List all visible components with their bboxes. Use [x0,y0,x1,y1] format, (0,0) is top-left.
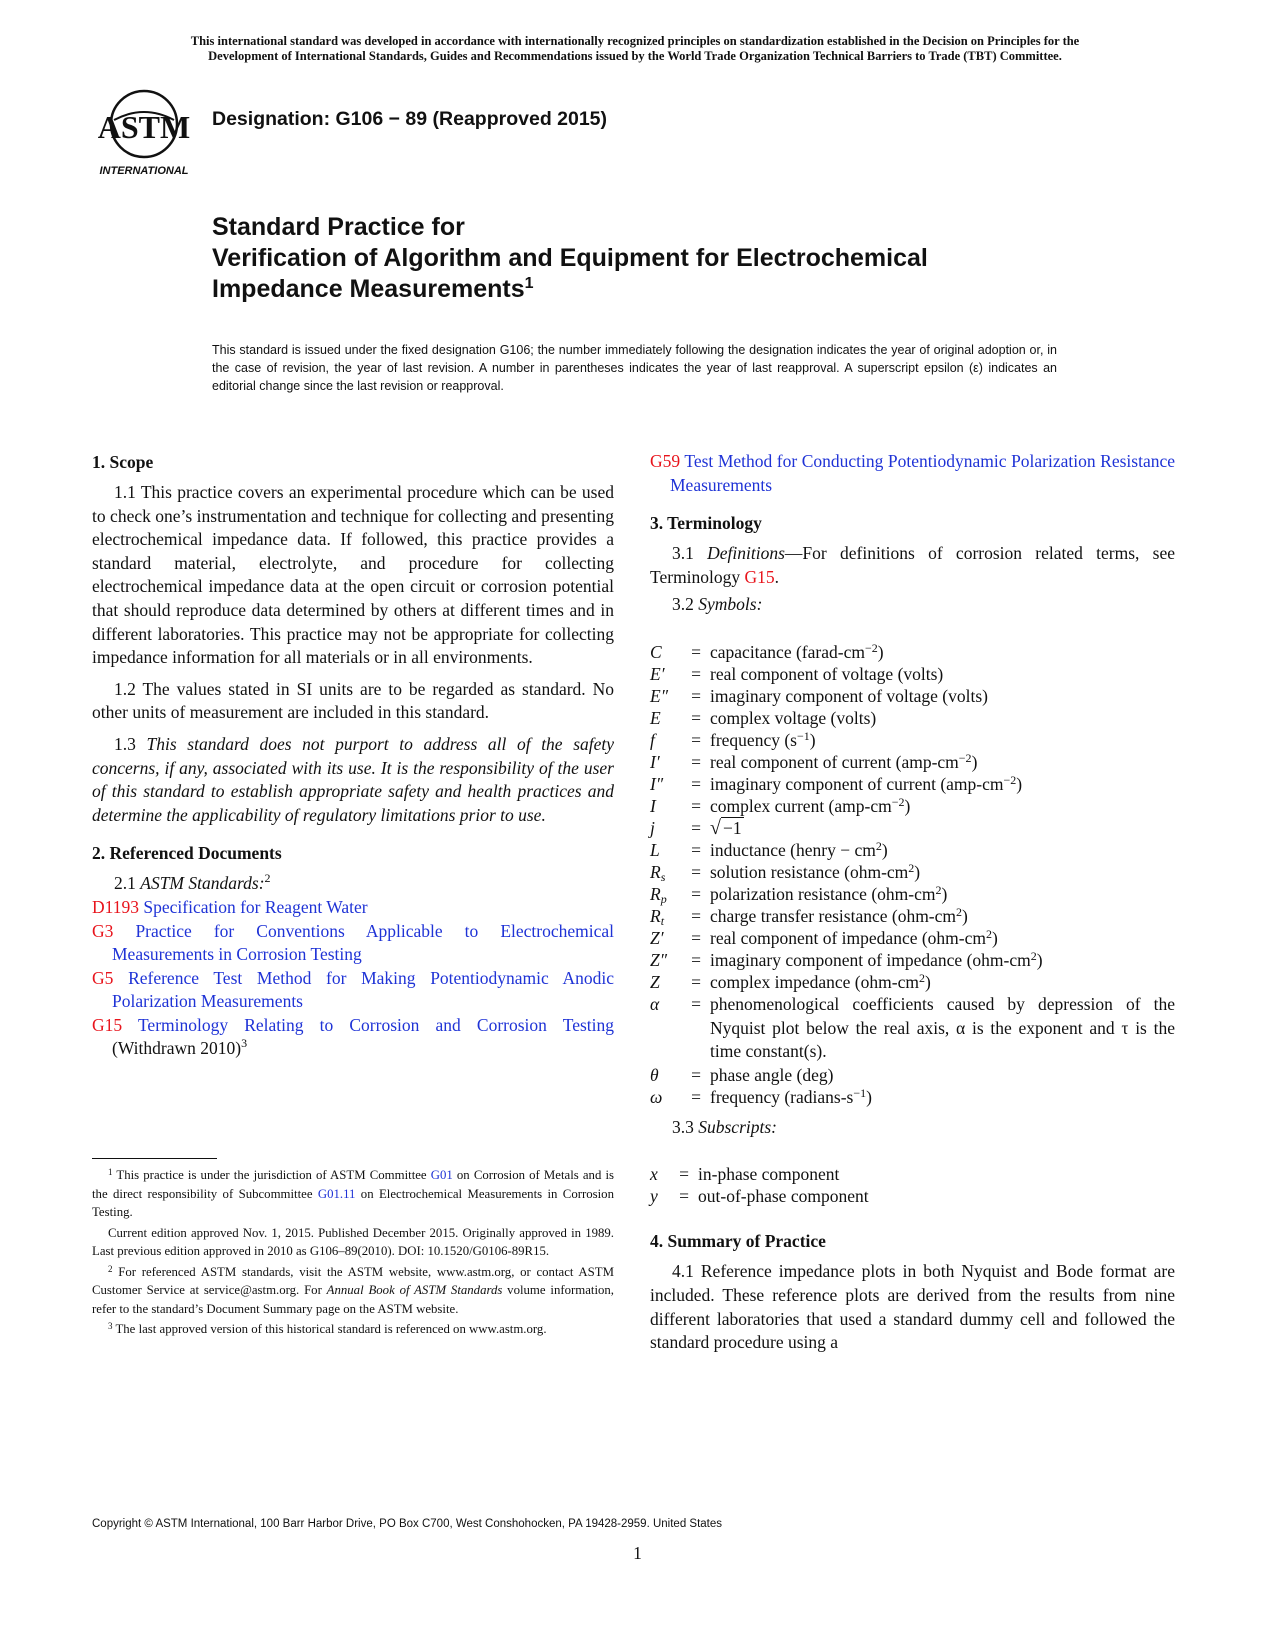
footnote-1 [92,1166,614,1222]
symbol: L [650,839,660,860]
reference-g15-withdrawn: (Withdrawn 2010) [112,1038,242,1059]
subscript-definition: out-of-phase component [698,1186,869,1207]
footnote-1-edition: Current edition approved Nov. 1, 2015. Published December 2015. Originally approved in 1989. Last previous edition approved in 2010 as G106–89(2010). DOI: 10.1520/G0106-89R15. [92,1225,614,1258]
definition-tail: ) [866,1086,872,1107]
symbol [650,883,682,905]
reference-g59-title[interactable]: Test Method for Conducting Potentiodynamic Polarization Resistance Measurements [670,451,1175,495]
symbol-definition [710,971,1175,993]
subscript-row [650,1185,1163,1207]
definition-tail: ) [904,795,911,816]
definition-tail: ) [1036,949,1043,970]
paragraph-2-1 [92,872,614,896]
symbol: Z [650,971,660,992]
symbol: C [650,641,662,662]
equals: = [691,817,701,838]
exponent: −2 [891,794,905,809]
definition-text: charge transfer resistance (ohm-cm [710,905,957,926]
paragraph-3-1-label: Definitions [707,543,785,564]
reference-g5-title[interactable]: Reference Test Method for Making Potentiodynamic Anodic Polarization Measurements [112,967,615,1012]
footnote-3-mark: 3 [108,1321,113,1331]
definition-tail: ) [941,883,948,904]
paragraph-4-1: 4.1 Reference impedance plots in both Nyquist and Bode format are included. These reference plots are derived from the results from nine different laboratories that used a standard dummy cell and followed the standard procedure using a [650,1261,1175,1353]
subscript-row [650,1163,1163,1185]
symbol: E′ [650,663,665,684]
subscript-symbol: x [650,1164,658,1185]
symbol-subscript: p [660,891,667,906]
sqrt-argument: −1 [722,817,742,838]
footnote-1-link-g01[interactable]: G01 [430,1168,453,1182]
definition-tail: ) [914,861,921,882]
footnotes [92,1166,614,1341]
exponent: 2 [1030,948,1037,963]
reference-g15-mark: 3 [241,1036,248,1051]
section-terminology-heading: 3. Terminology [650,513,762,534]
symbol: E″ [650,685,668,706]
subscript-symbol: y [650,1186,658,1207]
title-footnote-mark: 1 [524,275,534,292]
symbol-row [650,773,1175,795]
page-number: 1 [633,1543,642,1563]
definition-text: capacitance (farad-cm [710,641,865,662]
sqrt-sign: √ [710,816,721,839]
section-summary-heading: 4. Summary of Practice [650,1231,826,1252]
footnote-2 [92,1263,614,1319]
title-line3 [212,274,928,305]
exponent: 2 [935,882,942,897]
definition-text: solution resistance (ohm-cm [710,861,909,882]
symbol-subscript: s [660,869,666,884]
equals: = [691,993,701,1014]
paragraph-3-1-link-g15[interactable]: G15 [744,566,775,587]
paragraph-3-1-number: 3.1 [672,543,694,564]
symbol [650,905,682,927]
issued-note: This standard is issued under the fixed designation G106; the number immediately following the designation indicates the year of original adoption or, in the case of revision, the year of last revision. A number in parentheses indicates the year of last reapproval. A superscript epsilon (ε) indicates an editorial change since the last revision or reapproval. [212,343,1057,393]
symbol-definition: phenomenological coefficients caused by depression of the Nyquist plot below the real axis, α is the exponent and τ is the time constant(s). [710,993,1175,1062]
symbol-definition [710,773,1175,795]
copyright: Copyright © ASTM International, 100 Barr Harbor Drive, PO Box C700, West Conshohocken, PA 19428-2959. United States [92,1518,723,1530]
exponent: 2 [956,904,963,919]
definition-tail: ) [881,839,888,860]
symbol-row [650,663,1175,685]
symbol-row [650,949,1175,971]
symbol-definition [710,641,1175,663]
reference-d1193[interactable] [92,896,614,920]
footnote-2-text-a: For referenced ASTM standards, visit the ASTM website, www.astm.org, or contact ASTM Customer Service at service@astm.org. For [92,1264,614,1297]
footnote-1-text-b: on Corrosion of Metals and is the direct responsibility of Subcommittee [92,1168,615,1201]
equals: = [691,905,701,926]
exponent: 2 [986,926,993,941]
equals: = [691,1064,701,1085]
reference-d1193-title[interactable]: Specification for Reagent Water [143,896,368,917]
symbol-definition [710,729,1175,751]
paragraph-3-1-text: —For definitions of corrosion related terms, see Terminology [650,543,1176,587]
equals: = [691,949,701,970]
symbol: f [650,729,655,750]
symbol-row [650,993,1175,1064]
definition-text: frequency (radians-s [710,1086,854,1107]
definition-tail: ) [992,927,998,948]
paragraph-2-1-label: ASTM Standards: [140,873,265,894]
definition-text: polarization resistance (ohm-cm [710,883,936,904]
symbol-definition [710,751,1175,773]
paragraph-1-3-number: 1.3 [114,733,136,754]
title-line3-text: Impedance Measurements [212,275,525,303]
reference-g15[interactable] [92,1014,614,1061]
reference-g5-id[interactable]: G5 [92,967,114,988]
equals: = [691,883,701,904]
symbol-definition [710,861,1175,883]
definition-text: inductance (henry − cm [710,839,876,860]
symbol-row [650,795,1175,817]
definition-tail: ) [924,971,931,992]
symbol-definition [710,927,1175,949]
symbol-definition [710,883,1175,905]
symbol-row [650,1064,1175,1086]
symbol-row [650,905,1175,927]
exponent: 2 [918,970,925,985]
definition-tail: ) [962,905,968,926]
astm-logo-letters: ASTM [97,109,191,145]
equals: = [679,1164,689,1185]
designation: Designation: G106 − 89 (Reapproved 2015) [212,108,608,130]
paragraph-2-1-mark: 2 [264,871,271,886]
equals: = [679,1186,689,1207]
symbol-letter: R [650,905,661,926]
right-column [650,450,1175,1363]
symbol-definition [710,795,1175,817]
wto-notice-line1: This international standard was developed in accordance with internationally recognized principles on standardization established in the Decision on Principles for the [190,34,1080,48]
reference-g3-id[interactable]: G3 [92,920,114,941]
symbol: ω [650,1086,663,1107]
reference-g5[interactable] [92,967,614,1014]
title-line1: Standard Practice for [212,213,465,241]
equals: = [691,663,701,684]
definition-text: real component of impedance (ohm-cm [710,927,987,948]
symbol-row [650,707,1175,729]
exponent: −2 [864,640,878,655]
symbol: Z″ [650,949,668,970]
paragraph-1-3-text: This standard does not purport to address all of the safety concerns, if any, associated with its use. It is the responsibility of the user of this standard to establish appropriate safety and health practices and determine the applicability of regulatory limitations prior to use. [92,733,615,825]
exponent: −1 [796,728,810,743]
wto-notice [60,34,1210,64]
definition-tail: ) [1016,773,1023,794]
symbol: E [650,707,661,728]
footnote-1-link-g0111[interactable]: G01.11 [317,1186,356,1201]
symbol-row [650,729,1175,751]
footnote-rule [92,1158,217,1159]
reference-g15-id[interactable]: G15 [92,1014,123,1035]
subscript-definition: in-phase component [698,1164,840,1185]
definition-tail: ) [877,641,884,662]
definition-text: imaginary component of impedance (ohm-cm [710,949,1031,970]
section-referenced-heading: 2. Referenced Documents [92,843,282,864]
symbol-definition: imaginary component of voltage (volts) [710,685,988,706]
paragraph-3-2-label: Symbols: [698,594,763,615]
paragraph-1-1: 1.1 This practice covers an experimental procedure which can be used to check one’s instrumentation and technique for collecting and presenting electrochemical impedance data. If followed, this practice provides a standard material, electrolyte, and procedure for collecting electrochemical impedance data at the open circuit or corrosion potential that should reproduce data determined by others at different times and in different laboratories. This practice may not be appropriate for collecting impedance information for all materials or in all environments. [92,482,614,668]
symbol-definition [710,817,1175,839]
paragraph-3-2-number: 3.2 [672,594,694,615]
symbol-definition: complex voltage (volts) [710,707,877,728]
symbol: θ [650,1064,659,1085]
title-line2: Verification of Algorithm and Equipment for Electrochemical [212,244,928,272]
footnote-2-mark: 2 [108,1263,113,1274]
symbol-definition [710,1086,1175,1108]
symbol-row [650,817,1175,839]
paragraph-3-2 [650,593,1175,617]
definition-tail: ) [971,751,978,772]
exponent: −2 [1003,772,1017,787]
equals: = [691,685,701,706]
reference-g59[interactable] [650,450,1175,497]
symbol-row [650,971,1175,993]
symbol-letter: R [650,861,661,882]
symbol-letter: R [650,883,661,904]
footnote-1-text-c: on Electrochemical Measurements in Corrosion Testing. [92,1186,614,1219]
paragraph-2-1-number: 2.1 [114,873,136,894]
footnote-3 [92,1320,614,1339]
paragraph-3-1-end: . [774,566,780,587]
definition-tail: ) [809,729,816,750]
exponent: 2 [875,838,882,853]
subscripts-table [650,1163,1163,1207]
symbol-row [650,641,1175,663]
symbol-definition [710,905,1175,927]
symbol: I′ [650,751,660,772]
exponent: 2 [908,860,915,875]
symbol-definition: phase angle (deg) [710,1064,834,1085]
astm-logo-subtitle: INTERNATIONAL [99,165,189,177]
paragraph-3-3-number: 3.3 [672,1116,694,1137]
reference-g59-id[interactable]: G59 [650,451,681,471]
equals: = [691,641,701,662]
symbol-row [650,1086,1175,1108]
paragraph-3-1 [650,542,1175,589]
reference-g3-title[interactable]: Practice for Conventions Applicable to Electrochemical Measurements in Corrosion Testing [112,920,614,965]
section-scope-heading: 1. Scope [92,452,154,472]
equals: = [691,707,701,728]
paragraph-3-3-label: Subscripts: [698,1116,777,1137]
equals: = [691,773,701,794]
left-column [92,450,614,1061]
footnote-2-text-b: volume information, refer to the standard’s Document Summary page on the ASTM website. [92,1283,614,1316]
symbol: Z′ [650,927,664,948]
definition-text: real component of current (amp-cm [710,751,959,772]
symbol-row [650,861,1175,883]
symbol-subscript: t [660,913,665,928]
equals: = [691,971,701,992]
symbol: α [650,993,660,1014]
equals: = [691,927,701,948]
reference-d1193-id[interactable]: D1193 [92,896,139,917]
equals: = [691,839,701,860]
symbol-row [650,685,1175,707]
equals: = [691,795,701,816]
paragraph-1-2: 1.2 The values stated in SI units are to be regarded as standard. No other units of measurement are included in this standard. [92,678,614,723]
symbol-row [650,839,1175,861]
paragraph-1-3 [92,733,614,827]
wto-notice-line2: Development of International Standards, Guides and Recommendations issued by the World Trade Organization Technical Barriers to Trade (TBT) Committee. [208,49,1062,63]
equals: = [691,729,701,750]
symbol-definition [710,949,1175,971]
symbol-definition [710,839,1175,861]
symbol-row [650,751,1175,773]
symbols-table [650,641,1175,1108]
definition-text: complex current (amp-cm [710,795,892,816]
equals: = [691,861,701,882]
footnote-1-text-a: This practice is under the jurisdiction of ASTM Committee [116,1168,431,1182]
exponent: −1 [853,1085,867,1100]
symbol-definition: real component of voltage (volts) [710,663,944,684]
symbol-row [650,927,1175,949]
definition-text: complex impedance (ohm-cm [710,971,919,992]
definition-text: frequency (s [710,729,797,750]
symbol: I″ [650,773,664,794]
symbol-row [650,883,1175,905]
footnote-3-text: The last approved version of this historical standard is referenced on www.astm.org. [115,1322,547,1336]
paragraph-3-3 [650,1116,1175,1140]
document-title [212,212,928,305]
exponent: −2 [958,750,972,765]
reference-g15-title[interactable]: Terminology Relating to Corrosion and Corrosion Testing [137,1014,614,1035]
definition-text: imaginary component of current (amp-cm [710,773,1004,794]
symbol: I [650,795,656,816]
equals: = [691,1086,701,1107]
symbol [650,861,682,883]
astm-logo [92,86,196,178]
symbol: j [650,817,655,838]
reference-g3[interactable] [92,920,614,967]
footnote-1-mark: 1 [108,1167,113,1177]
equals: = [691,751,701,772]
footnote-2-annual-book: Annual Book of ASTM Standards [326,1283,503,1297]
